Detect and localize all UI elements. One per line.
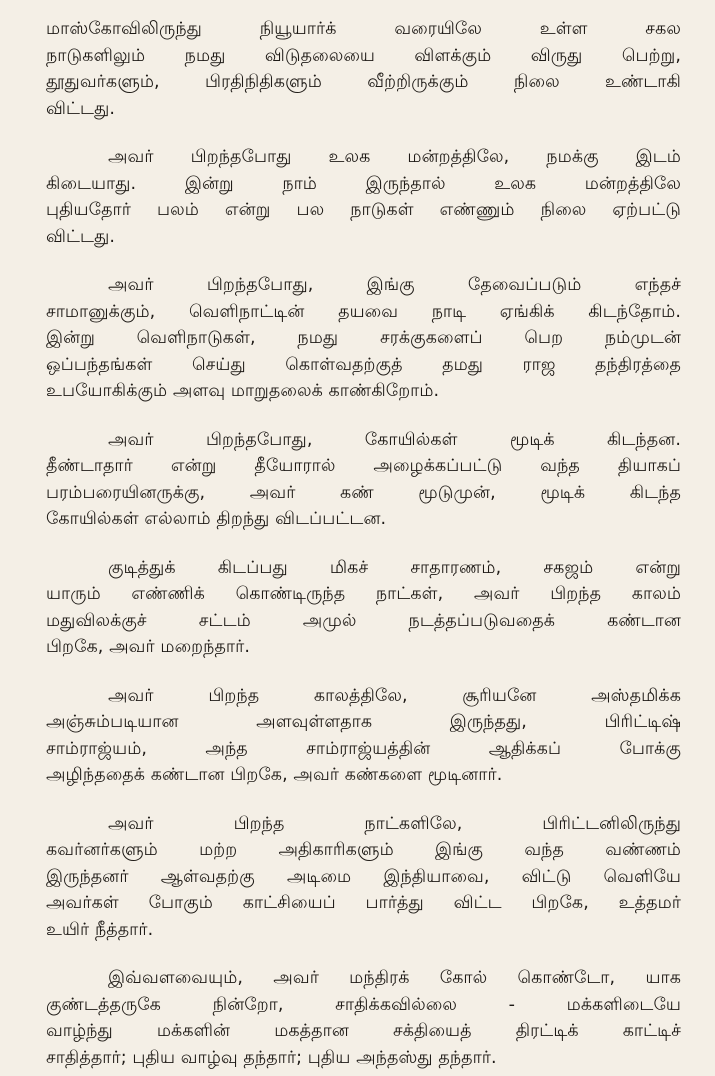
text-line: தீண்டாதார் என்று தீயோரால் அழைக்கப்பட்டு வந்த தியாகப் [46,456,681,476]
text-line: அவர்கள் போகும் காட்சியைப் பார்த்து விட்ட பிறகே, உத்தமர் [46,893,681,913]
paragraph [46,965,681,1071]
text-line: சாம்ராஜ்யம், அந்த சாம்ராஜ்யத்தின் ஆதிக்கப் போக்கு [46,738,681,759]
text-line: குண்டத்தருகே நின்றோ, சாதிக்கவில்லை - மக்களிடையே [46,994,681,1015]
text-body [46,16,681,1071]
text-line: தூதுவர்களும், பிரதிநிதிகளும் வீற்றிருக்கும் நிலை உண்டாகி [46,72,681,92]
paragraph [46,144,681,250]
text-line: கோயில்கள் எல்லாம் திறந்து விடப்பட்டன. [46,509,387,529]
text-line: அஞ்சும்படியான அளவுள்ளதாக இருந்தது, பிரிட்டிஷ் [46,712,681,732]
text-line: மாஸ்கோவிலிருந்து நியூயார்க் வரையிலே உள்ள சகல [46,19,681,39]
text-line: குடித்துக் கிடப்பது மிகச் சாதாரணம், சகஜம் என்று [108,557,681,578]
text-line: உயிர் நீத்தார். [46,919,154,940]
text-line: பரம்பரையினருக்கு, அவர் கண் மூடுமுன், மூடிக் கிடந்த [46,482,681,503]
paragraph [46,16,681,122]
text-line: நாடுகளிலும் நமது விடுதலையை விளக்கும் விருது பெற்று, [46,45,681,66]
text-line: யாரும் எண்ணிக் கொண்டிருந்த நாட்கள், அவர் பிறந்த காலம் [46,584,681,604]
text-line: அவர் பிறந்தபோது, இங்கு தேவைப்படும் எந்தச் [108,275,681,295]
text-line: அவர் பிறந்த காலத்திலே, சூரியனே அஸ்தமிக்க [108,685,681,706]
paragraph [46,683,681,789]
text-line: வாழ்ந்து மக்களின் மகத்தான சக்தியைத் திரட்டிக் காட்டிச் [46,1021,681,1041]
paragraph [46,555,681,661]
text-line: அவர் பிறந்தபோது, கோயில்கள் மூடிக் கிடந்தன. [108,429,681,450]
text-line: இவ்வளவையும், அவர் மந்திரக் கோல் கொண்டோ, யாக [108,968,681,988]
paragraph [46,811,681,944]
text-line: விட்டது. [46,98,116,119]
text-line: விட்டது. [46,226,116,247]
text-line: இருந்தனர் ஆள்வதற்கு அடிமை இந்தியாவை, விட்டு வெளியே [46,866,681,887]
text-line: கவர்னர்களும் மற்ற அதிகாரிகளும் இங்கு வந்த வண்ணம் [46,840,681,860]
text-line: சாமானுக்கும், வெளிநாட்டின் தயவை நாடி ஏங்கிக் கிடந்தோம். [46,301,681,322]
text-line: உபயோகிக்கும் அளவு மாறுதலைக் காண்கிறோம். [46,381,440,401]
text-line: சாதித்தார்; புதிய வாழ்வு தந்தார்; புதிய அந்தஸ்து தந்தார். [46,1047,497,1068]
text-line: ஒப்பந்தங்கள் செய்து கொள்வதற்குத் தமது ராஜ தந்திரத்தை [46,354,681,375]
paragraph [46,427,681,533]
text-line: அவர் பிறந்தபோது உலக மன்றத்திலே, நமக்கு இடம் [108,147,681,167]
text-line: அவர் பிறந்த நாட்களிலே, பிரிட்டனிலிருந்து [108,813,681,834]
text-line: மதுவிலக்குச் சட்டம் அமுல் நடத்தப்படுவதைக் கண்டான [46,610,681,631]
text-line: பிறகே, அவர் மறைந்தார். [46,637,251,657]
text-line: இன்று வெளிநாடுகள், நமது சரக்குகளைப் பெற நம்முடன் [46,328,681,348]
text-line: அழிந்ததைக் கண்டான பிறகே, அவர் கண்களை மூடினார். [46,765,503,785]
text-line: புதியதோர் பலம் என்று பல நாடுகள் எண்ணும் நிலை ஏற்பட்டு [46,200,681,220]
text-line: கிடையாது. இன்று நாம் இருந்தால் உலக மன்றத்திலே [46,173,681,194]
paragraph [46,272,681,405]
